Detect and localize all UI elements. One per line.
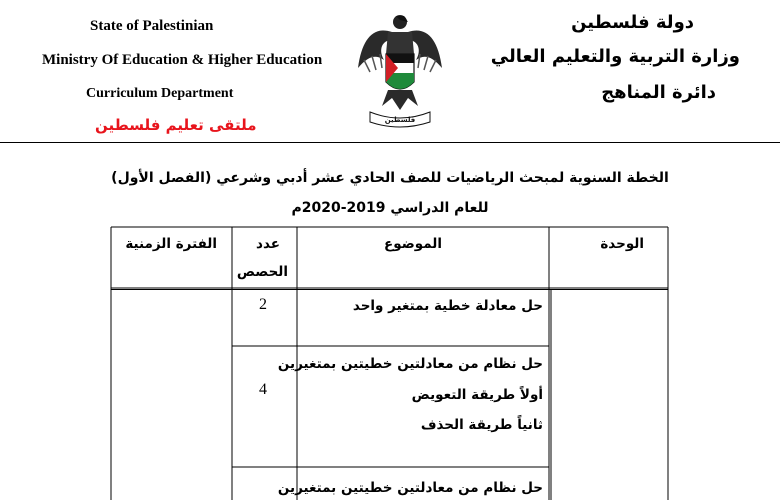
state-name-ar: دولة فلسطين	[571, 12, 694, 33]
ministry-name-en: Ministry Of Education & Higher Education	[42, 52, 323, 68]
ministry-name-ar: وزارة التربية والتعليم العالي	[490, 46, 740, 67]
row2-count: 4	[259, 381, 267, 398]
row2-topic-line1: حل نظام من معادلتين خطيتين بمتغيرين	[277, 356, 543, 372]
department-name-ar: دائرة المناهج	[601, 82, 716, 103]
header-count-line2: الحصص	[236, 264, 288, 280]
header-period: الفترة الزمنية	[125, 236, 217, 252]
forum-name: ملتقى تعليم فلسطين	[95, 116, 257, 134]
header-unit: الوحدة	[600, 236, 644, 252]
row2-topic-line3: ثانياً طريقة الحذف	[420, 417, 543, 433]
row3-topic: حل نظام من معادلتين خطيتين بمتغيرين	[277, 480, 543, 496]
plan-year: للعام الدراسي 2019-2020م	[291, 200, 489, 216]
department-name-en: Curriculum Department	[86, 86, 234, 101]
row2-topic-line2: أولاً طريقة التعويض	[411, 387, 543, 403]
plan-title: الخطة السنوية لمبحث الرياضيات للصف الحادي عشر أدبي وشرعي (الفصل الأول)	[111, 170, 669, 186]
row1-topic: حل معادلة خطية بمتغير واحد	[352, 298, 543, 314]
row1-count: 2	[259, 296, 267, 313]
header-divider	[0, 142, 780, 143]
palestine-emblem-icon	[352, 10, 448, 132]
emblem-caption: فلسطين	[384, 116, 416, 124]
state-name-en: State of Palestinian	[90, 18, 214, 34]
header-count-line1: عدد	[256, 236, 280, 252]
header-topic: الموضوع	[384, 236, 442, 252]
